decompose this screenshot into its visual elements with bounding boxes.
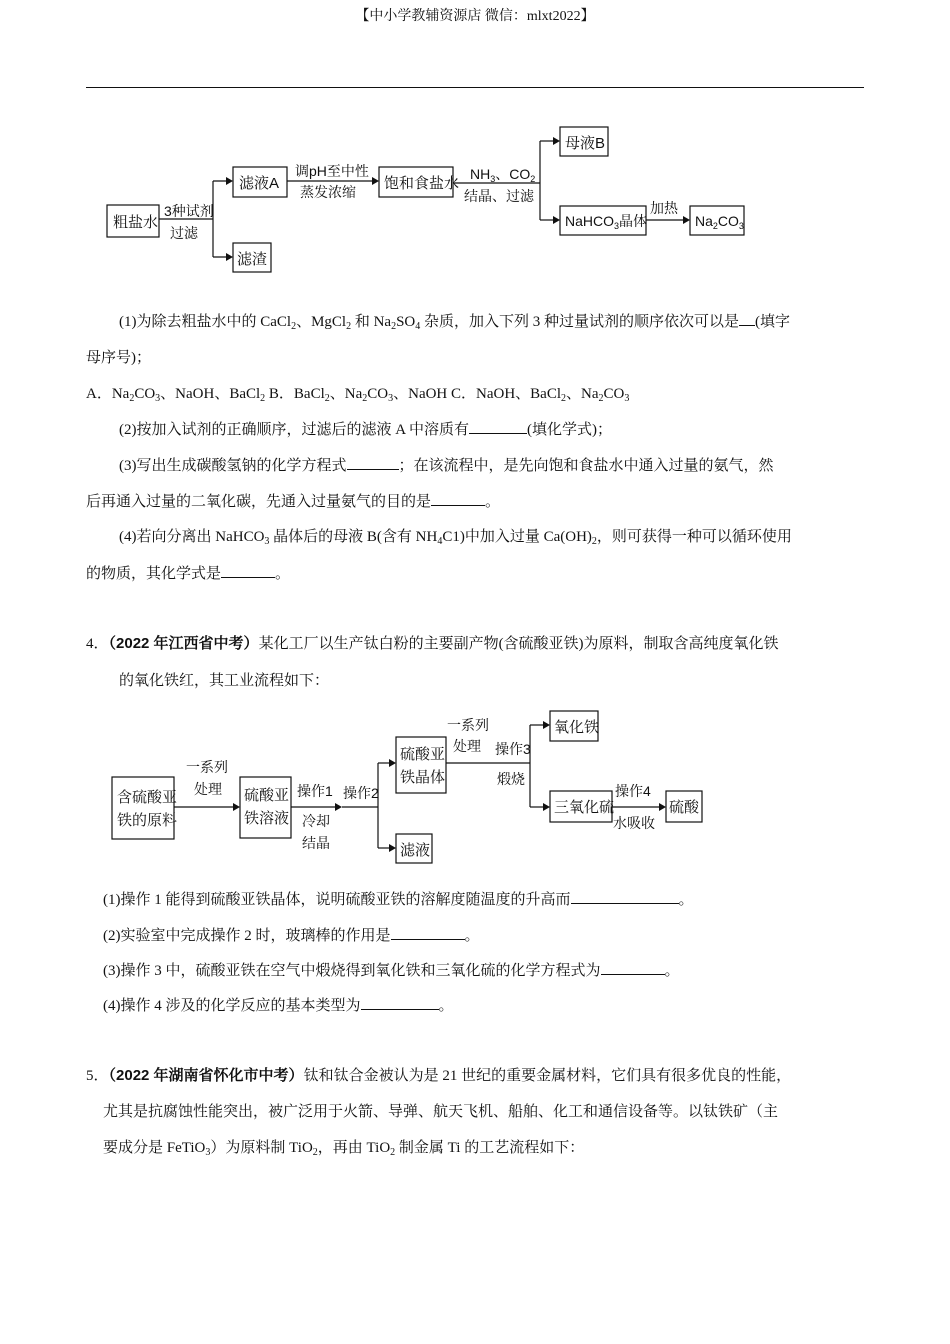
solution-label-1: 硫酸亚 (244, 787, 290, 804)
operation3-label: 操作3 (495, 741, 531, 757)
arrowhead (389, 759, 396, 767)
step2-bottom-label: 蒸发浓缩 (300, 184, 356, 200)
operation2-label: 操作2 (343, 785, 379, 801)
treatment1-label-b: 处理 (194, 781, 222, 797)
step2-top-label: 调pH至中性 (295, 163, 369, 179)
answer-blank[interactable] (571, 903, 679, 904)
operation1-sub-b: 结晶 (302, 835, 330, 851)
q3-part4-line2: 的物质，其化学式是 。 (86, 566, 291, 582)
raw-material-label-1: 含硫酸亚 (117, 789, 178, 806)
answer-blank[interactable] (391, 939, 465, 940)
arrowhead (543, 721, 550, 729)
answer-blank[interactable] (469, 433, 527, 434)
sulfuric-acid-label: 硫酸 (669, 799, 700, 816)
operation3-sub: 煅烧 (497, 771, 525, 787)
q3-part3-line2: 后再通入过量的二氧化碳，先通入过量氨气的目的是 。 (86, 494, 501, 510)
arrowhead (553, 216, 560, 224)
arrowhead (683, 216, 690, 224)
q4-number: 4． (86, 636, 109, 652)
raw-material-box (112, 777, 174, 839)
answer-blank[interactable] (739, 325, 755, 326)
q3-part1-line2: 母序号)； (86, 350, 151, 366)
q5-source: （2022 年湖南省怀化市中考） (108, 1067, 304, 1084)
operation1-sub-a: 冷却 (302, 813, 330, 829)
crystal-label-1: 硫酸亚 (400, 746, 446, 763)
q5-intro-line3: 要成分是 FeTiO$_3$）为原料制 TiO$_2$，再由 TiO$_2$ 制金属 Ti 的工艺流程如下： (103, 1140, 585, 1158)
treatment1-label-a: 一系列 (186, 759, 228, 775)
q3-part3-line1: (3)写出生成碳酸氢钠的化学方程式 ；在该流程中，是先向饱和食盐水中通入过量的氨气，然 (119, 458, 774, 474)
iron-oxide-label: 氧化铁 (554, 719, 600, 736)
crude-brine-label: 粗盐水 (113, 214, 159, 231)
arrowhead (226, 253, 233, 261)
answer-blank[interactable] (361, 1009, 439, 1010)
q3-options: A．$Na_2CO_3$、NaOH、BaCl$_2$ B．BaCl$_2$、$Na_2CO_3$、NaOH C．NaOH、BaCl$_2$、$Na_2CO_3$ (86, 386, 630, 404)
arrowhead (553, 137, 560, 145)
step3-top-label: $NH_3$、$CO_2$ (470, 166, 536, 184)
q4-part2: (2)实验室中完成操作 2 时，玻璃棒的作用是 。 (103, 928, 480, 944)
filtrate-label: 滤液 (400, 842, 431, 859)
arrowhead (335, 803, 342, 811)
arrowhead (659, 803, 666, 811)
operation4-sub: 水吸收 (613, 815, 655, 831)
arrowhead (233, 803, 240, 811)
q3-part2: (2)按加入试剂的正确顺序，过滤后的滤液 A 中溶质有 (填化学式)； (119, 422, 612, 438)
treatment2-label-b: 处理 (453, 738, 481, 754)
step1-bottom-label: 过滤 (170, 225, 198, 241)
filtrate-a-label: 滤液A (239, 175, 280, 192)
residue-label: 滤渣 (237, 251, 268, 268)
saturated-brine-label: 饱和食盐水 (384, 175, 460, 192)
answer-blank[interactable] (221, 577, 275, 578)
q4-part3: (3)操作 3 中，硫酸亚铁在空气中煅烧得到氧化铁和三氧化硫的化学方程式为 。 (103, 963, 680, 979)
q4-source: （2022 年江西省中考） (108, 635, 259, 652)
operation4-label: 操作4 (615, 783, 651, 799)
q5-number: 5． (86, 1068, 109, 1084)
q4-intro-line2: 的氧化铁红，其工业流程如下： (119, 673, 330, 689)
answer-blank[interactable] (431, 505, 485, 506)
step3-bottom-label: 结晶、过滤 (464, 188, 534, 204)
answer-blank[interactable] (601, 974, 665, 975)
iron-oxide-process-diagram (0, 700, 950, 870)
arrowhead (226, 177, 233, 185)
so3-label: 三氧化硫 (554, 799, 615, 816)
na2co3-label: $Na_2CO_3$ (695, 213, 744, 231)
salt-process-diagram (0, 0, 950, 290)
solution-label-2: 铁溶液 (244, 810, 290, 827)
q5-intro-line2: 尤其是抗腐蚀性能突出，被广泛用于火箭、导弹、航天飞机、船舶、化工和通信设备等。以钛铁矿（主 (103, 1104, 779, 1120)
arrowhead (389, 844, 396, 852)
answer-blank[interactable] (347, 469, 399, 470)
arrowhead (372, 177, 379, 185)
arrowhead (543, 803, 550, 811)
treatment2-label-a: 一系列 (447, 717, 489, 733)
raw-material-label-2: 铁的原料 (117, 812, 178, 829)
q3-part4-line1: (4)若向分离出 NaHCO$_3$ 晶体后的母液 B(含有 $NH_4C1$)中加入过量 $Ca(OH)_2$，则可获得一种可以循环使用 (119, 529, 792, 547)
nahco3-label: NaHCO$_3$晶体 (565, 213, 648, 231)
mother-liquor-label: 母液B (565, 135, 606, 152)
crystal-label-2: 铁晶体 (400, 769, 446, 786)
q4-part1: (1)操作 1 能得到硫酸亚铁晶体，说明硫酸亚铁的溶解度随温度的升高而 。 (103, 892, 694, 908)
header-text: 【中小学教辅资源店 微信：mlxt2022】 (355, 9, 595, 24)
step1-top-label: 3种试剂 (164, 203, 214, 219)
operation1-label: 操作1 (297, 783, 333, 799)
q5-intro-line1: 5．（2022 年湖南省怀化市中考）钛和钛合金被认为是 21 世纪的重要金属材料，它们具有很多优良的性能， (86, 1067, 792, 1084)
q4-intro-line1: 4．（2022 年江西省中考）某化工厂以生产钛白粉的主要副产物(含硫酸亚铁)为原料，制取含高纯度氧化铁 (86, 635, 779, 652)
q4-part4: (4)操作 4 涉及的化学反应的基本类型为 。 (103, 998, 454, 1014)
heat-label: 加热 (650, 200, 678, 216)
q3-part1-line1: (1)为除去粗盐水中的 CaCl$_2$、MgCl$_2$ 和 $Na_2SO_4$ 杂质，加入下列 3 种过量试剂的顺序依次可以是 (填字 (119, 314, 791, 332)
